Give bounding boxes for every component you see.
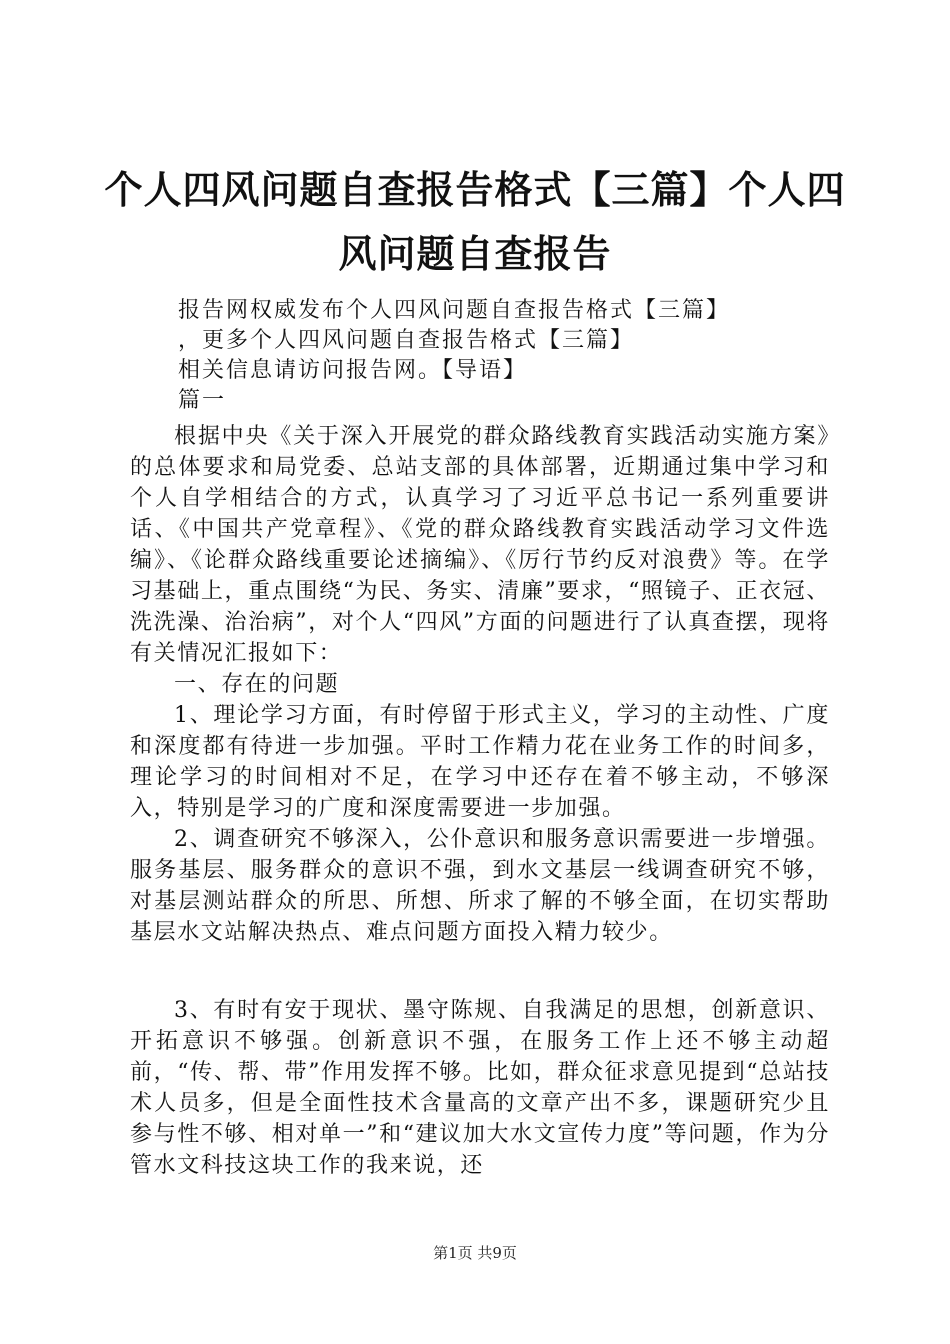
page-number-footer: 第1页 共9页 [433,1244,517,1262]
section-label: 篇一 [178,388,227,413]
paragraph-intro: 根据中央《关于深入开展党的群众路线教育实践活动实施方案》的总体要求和局党委、总站支部的具体部署，近期通过集中学习和个人自学相结合的方式，认真学习了习近平总书记一系列重要讲话、《中国共产党章程》、《党的群众路线教育实践活动学习文件选编》、《论群众路线重要论述摘编》、《厉行节约反对浪费》等。在学习基础上，重点围绕“为民、务实、清廉”要求，“照镜子、正衣冠、洗洗澡、治治病”，对个人“四风”方面的问题进行了认真查摆，现将有关情况汇报如下： [130,424,830,666]
body-section-1 [130,421,830,948]
paragraph-item-3: 3、有时有安于现状、墨守陈规、自我满足的思想，创新意识、开拓意识不够强。创新意识不强，在服务工作上还不够主动超前，“传、帮、带”作用发挥不够。比如，群众征求意见提到“总站技术人员多，但是全面性技术含量高的文章产出不多，课题研究少且参与性不够、相对单一”和“建议加大水文宣传力度”等问题，作为分管水文科技这块工作的我来说，还 [130,998,830,1178]
paragraph-item-2: 2、调查研究不够深入，公仆意识和服务意识需要进一步增强。服务基层、服务群众的意识不强，到水文基层一线调查研究不够，对基层测站群众的所思、所想、所求了解的不够全面，在切实帮助基层水文站解决热点、难点问题方面投入精力较少。 [130,827,830,945]
paragraph-item-1: 1、理论学习方面，有时停留于形式主义，学习的主动性、广度和深度都有待进一步加强。平时工作精力花在业务工作的时间多，理论学习的时间相对不足，在学习中还存在着不够主动，不够深入，特别是学习的广度和深度需要进一步加强。 [130,703,830,821]
intro-block [178,296,858,416]
intro-line: ，更多个人四风问题自查报告格式【三篇】 [178,328,635,353]
document-title: 个人四风问题自查报告格式【三篇】个人四风问题自查报告 [104,168,846,276]
section-heading: 一、存在的问题 [174,672,340,697]
body-section-2 [130,995,830,1181]
intro-line: 报告网权威发布个人四风问题自查报告格式【三篇】 [178,298,731,323]
intro-line: 相关信息请访问报告网。【导语】 [178,358,528,383]
